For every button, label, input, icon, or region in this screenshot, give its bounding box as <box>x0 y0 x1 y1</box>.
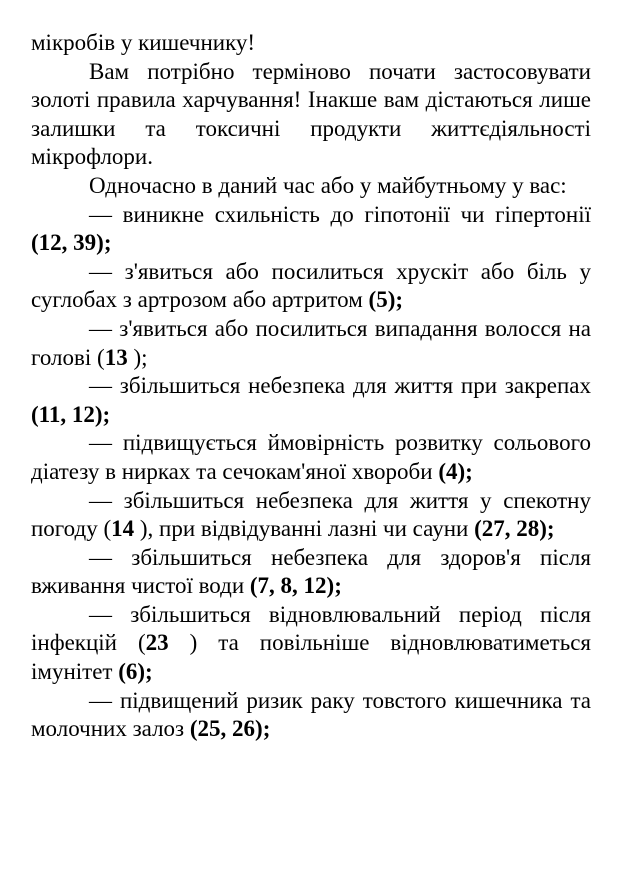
item-text: — збільшиться небезпека для життя у спекотну погоду ( <box>31 487 591 542</box>
reference-number: (27, 28); <box>474 516 555 542</box>
reference-number: 14 <box>111 516 135 542</box>
reference-number: 13 <box>104 344 128 370</box>
item-text: — підвищується ймовірність розвитку сольового діатезу в нирках та сечокам'яної хвороби <box>31 430 591 484</box>
document-page <box>31 29 591 744</box>
item-text: — виникне схильність до гіпотонії чи гіпертонії <box>89 201 591 227</box>
item-text: — збільшиться відновлювальний період після інфекцій ( <box>31 601 591 656</box>
reference-number: (25, 26); <box>189 716 271 742</box>
lead-line: мікробів у кишечнику! <box>31 30 256 55</box>
list-item <box>31 687 591 744</box>
reference-number: (11, 12); <box>31 401 111 427</box>
intro-paragraph: Одночасно в даний час або у майбутньому у вас: <box>89 172 567 198</box>
list-item <box>31 429 591 486</box>
list-item <box>31 372 591 429</box>
item-text: — підвищений ризик раку товстого кишечника та молочних залоз <box>31 687 591 742</box>
reference-number: (7, 8, 12); <box>249 573 342 599</box>
reference-number: 23 <box>145 630 169 656</box>
item-tail: ), при відвідуванні лазні чи сауни <box>134 516 475 542</box>
intro-paragraph: Вам потрібно терміново почати застосовувати золоті правила харчування! Інакше вам дістаються лише залишки та токсичні продукти життєдіяльності мікрофлори. <box>31 58 591 170</box>
reference-number: (4); <box>438 458 473 484</box>
item-text: — збільшиться небезпека для життя при закрепах <box>89 373 591 399</box>
item-tail: ); <box>127 344 148 370</box>
reference-number: (5); <box>368 287 404 313</box>
reference-number: (6); <box>118 659 153 685</box>
item-tail: ) та повільніше відновлюватиметься імунітет <box>31 630 591 685</box>
list-item <box>31 258 591 315</box>
item-text: — збільшиться небезпека для здоров'я після вживання чистої води <box>31 544 591 599</box>
list-item <box>31 544 591 601</box>
list-item <box>31 315 591 372</box>
list-item <box>31 201 591 258</box>
reference-number: (12, 39); <box>31 230 112 256</box>
item-text: — з'явиться або посилиться випадання волосся на голові ( <box>31 315 591 370</box>
item-text: — з'явиться або посилиться хрускіт або біль у суглобах з артрозом або артритом <box>31 258 591 313</box>
list-item <box>31 487 591 544</box>
list-item <box>31 601 591 687</box>
